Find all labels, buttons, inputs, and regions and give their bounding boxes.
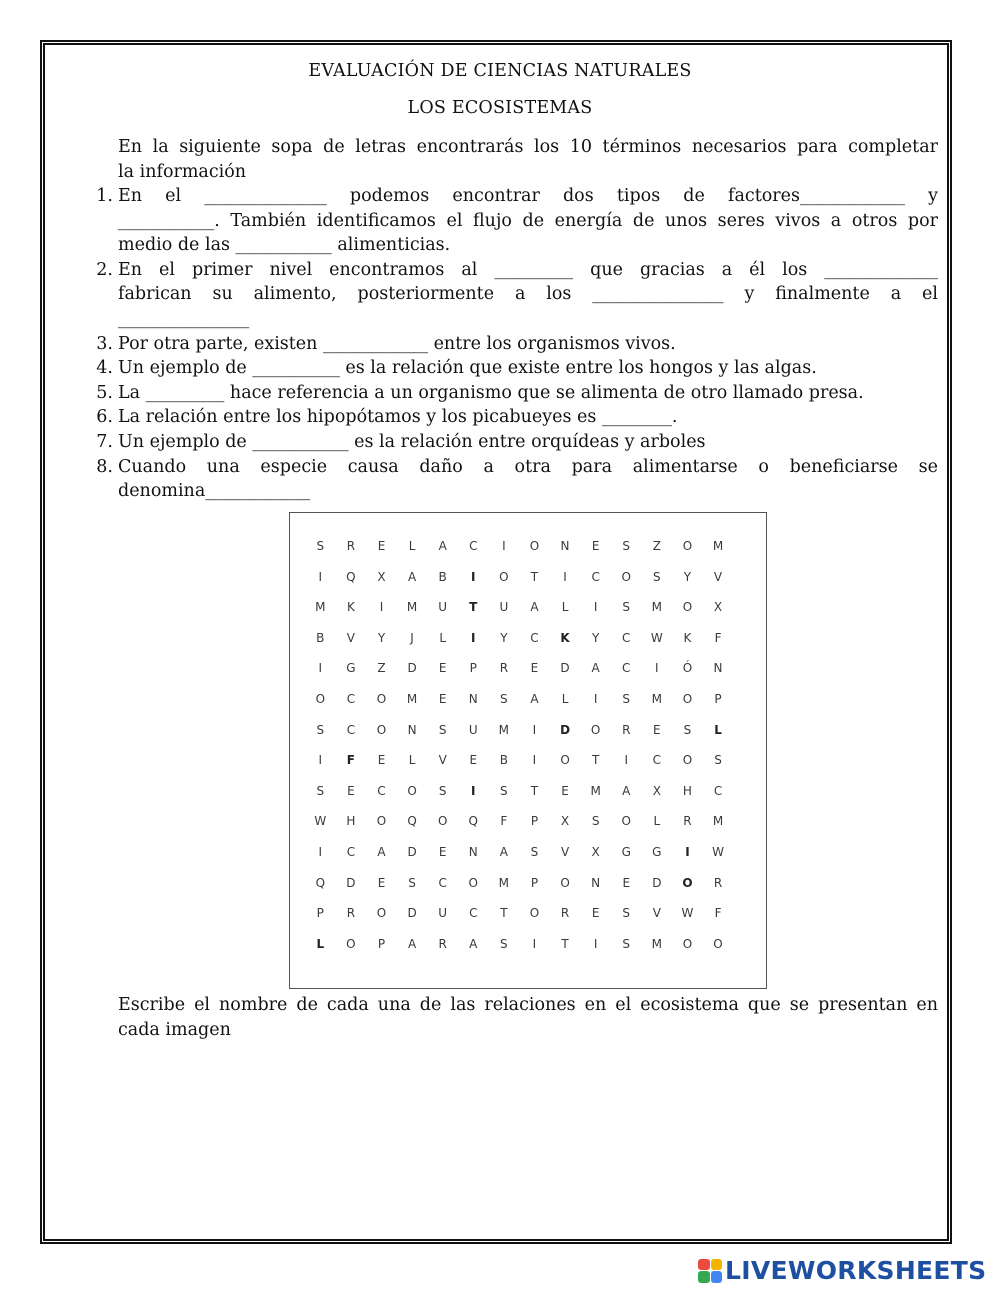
word-search-letter: J bbox=[410, 630, 414, 645]
word-search-letter: H bbox=[346, 814, 356, 829]
word-search-letter: M bbox=[651, 691, 662, 706]
word-search-letter: V bbox=[713, 569, 723, 584]
word-search-letter: C bbox=[377, 783, 386, 798]
question-text-line: En el ______________ podemos encontrar dos tipos de factores____________ y bbox=[118, 186, 938, 206]
word-search-letter: I bbox=[593, 936, 598, 951]
word-search-letter: N bbox=[468, 691, 478, 706]
word-search-letter: S bbox=[622, 691, 631, 706]
word-search-letter: I bbox=[502, 539, 506, 553]
word-search-letter: O bbox=[376, 814, 387, 829]
outro-paragraph bbox=[118, 993, 938, 1042]
word-search-letter: M bbox=[712, 539, 724, 553]
word-search-letter: L bbox=[316, 936, 325, 951]
word-search-letter: L bbox=[561, 691, 569, 706]
word-search-letter: C bbox=[346, 844, 356, 859]
word-search-letter: I bbox=[318, 753, 323, 768]
word-search-letter: G bbox=[621, 844, 631, 859]
word-search-letter: O bbox=[621, 814, 631, 829]
word-search-letter: C bbox=[469, 539, 478, 553]
word-search-letter: Y bbox=[377, 630, 386, 645]
word-search-letter: C bbox=[346, 691, 356, 706]
word-search-letter: M bbox=[315, 600, 326, 615]
word-search-letter: M bbox=[406, 691, 418, 706]
word-search-letter: I bbox=[379, 600, 384, 615]
word-search-letter: E bbox=[347, 783, 355, 798]
word-search-letter: D bbox=[407, 844, 417, 859]
question-text-line: denomina____________ bbox=[118, 481, 311, 502]
word-search-letter: P bbox=[530, 875, 539, 890]
page-subtitle: LOS ECOSISTEMAS bbox=[407, 98, 593, 118]
word-search-letter: K bbox=[560, 630, 570, 645]
logo-text: LIVEWORKSHEETS bbox=[725, 1256, 987, 1285]
word-search-row bbox=[305, 837, 733, 868]
word-search-letter: S bbox=[316, 722, 325, 737]
word-search-letter: M bbox=[498, 875, 510, 890]
word-search-letter: I bbox=[471, 630, 476, 645]
word-search-letter: K bbox=[346, 600, 355, 615]
word-search-letter: S bbox=[316, 783, 325, 798]
word-search-letter: Q bbox=[468, 814, 478, 829]
outro-line: cada imagen bbox=[118, 1019, 231, 1040]
word-search-letter: N bbox=[407, 722, 417, 737]
word-search-letter: A bbox=[469, 936, 478, 951]
logo-square bbox=[698, 1271, 710, 1283]
word-search-letter: M bbox=[406, 600, 418, 615]
question-number: 6. bbox=[96, 407, 113, 428]
word-search-letter: H bbox=[682, 783, 692, 798]
word-search-letter: X bbox=[560, 814, 570, 829]
word-search-letter: P bbox=[377, 936, 386, 951]
word-search-letter: S bbox=[438, 783, 447, 798]
word-search-letter: S bbox=[316, 539, 325, 553]
word-search-row bbox=[305, 868, 733, 899]
word-search-letter: O bbox=[346, 936, 356, 951]
word-search-letter: O bbox=[499, 569, 509, 584]
word-search-letter: B bbox=[438, 569, 447, 584]
word-search-letter: A bbox=[438, 539, 447, 553]
word-search-letter: Y bbox=[591, 630, 600, 645]
word-search-letter: I bbox=[318, 569, 323, 584]
question-text-line: La _________ hace referencia a un organismo que se alimenta de otro llamado presa. bbox=[118, 382, 864, 403]
word-search-letter: C bbox=[622, 630, 631, 645]
intro-paragraph bbox=[118, 135, 938, 184]
word-search-letter: D bbox=[560, 722, 571, 737]
word-search-letter: R bbox=[438, 936, 447, 951]
word-search-letter: B bbox=[316, 630, 325, 645]
word-search-letter: F bbox=[346, 753, 355, 768]
word-search-letter: T bbox=[530, 783, 539, 798]
word-search-letter: L bbox=[653, 814, 661, 829]
word-search-letter: D bbox=[652, 875, 662, 890]
word-search-letter: C bbox=[591, 569, 600, 584]
word-search-letter: S bbox=[530, 844, 539, 859]
word-search-row bbox=[305, 776, 733, 807]
word-search-letter: A bbox=[407, 936, 417, 951]
word-search-letter: R bbox=[622, 722, 631, 737]
word-search-letter: N bbox=[560, 539, 570, 553]
word-search-letter: A bbox=[530, 691, 539, 706]
word-search-letter: S bbox=[438, 722, 447, 737]
word-search-letter: X bbox=[591, 844, 600, 859]
question-number: 5. bbox=[96, 382, 113, 403]
word-search-letter: T bbox=[469, 600, 478, 615]
word-search-letter: C bbox=[346, 722, 356, 737]
question-text-line: En el primer nivel encontramos al _________ que gracias a él los _____________ bbox=[118, 259, 938, 280]
word-search-letter: A bbox=[622, 783, 631, 798]
word-search-letter: V bbox=[652, 906, 661, 921]
question-text-line: Un ejemplo de ___________ es la relación entre orquídeas y arboles bbox=[118, 431, 706, 452]
logo-square bbox=[698, 1259, 710, 1271]
word-search-letter: R bbox=[346, 539, 356, 553]
word-search-letter: R bbox=[499, 661, 509, 676]
word-search-letter: F bbox=[714, 630, 722, 645]
word-search-letter: E bbox=[622, 875, 631, 890]
word-search-letter: U bbox=[438, 600, 448, 615]
question-item bbox=[85, 381, 938, 406]
word-search-letter: Y bbox=[500, 630, 508, 645]
word-search-row bbox=[305, 929, 733, 960]
word-search-letter: M bbox=[498, 722, 510, 737]
word-search-letter: E bbox=[561, 783, 569, 798]
word-search-letter: O bbox=[315, 691, 326, 706]
word-search-letter: P bbox=[530, 814, 539, 829]
word-search-letter: Q bbox=[315, 875, 326, 890]
word-search-letter: T bbox=[591, 753, 600, 768]
question-text-line: ___________. También identificamos el flujo de energía de unos seres vivos a otros por bbox=[118, 210, 938, 231]
word-search-letter: S bbox=[683, 722, 692, 737]
word-search-letter: O bbox=[560, 753, 570, 768]
logo-square bbox=[711, 1259, 723, 1271]
word-search-letter: Z bbox=[652, 539, 661, 553]
word-search-letter: R bbox=[683, 814, 692, 829]
word-search-letter: P bbox=[714, 691, 722, 706]
word-search-letter: I bbox=[532, 722, 537, 737]
word-search-letter: I bbox=[685, 844, 690, 859]
word-search-letter: L bbox=[408, 753, 416, 768]
word-search-letter: F bbox=[714, 906, 722, 921]
word-search-letter: C bbox=[469, 906, 478, 921]
liveworksheets-logo-icon bbox=[698, 1259, 722, 1283]
word-search-letter: B bbox=[499, 753, 508, 768]
word-search-letter: O bbox=[529, 906, 540, 921]
word-search-letter: S bbox=[622, 936, 631, 951]
word-search-row bbox=[305, 745, 733, 776]
word-search-letter: E bbox=[377, 753, 386, 768]
question-number: 8. bbox=[96, 456, 113, 477]
word-search-letter: G bbox=[652, 844, 662, 859]
word-search-letter: Q bbox=[407, 814, 417, 829]
word-search-letter: O bbox=[560, 875, 570, 890]
word-search-letter: M bbox=[651, 600, 662, 615]
word-search-letter: I bbox=[655, 661, 659, 676]
question-text-line: Cuando una especie causa daño a otra para alimentarse o beneficiarse se bbox=[118, 456, 938, 477]
question-text-line: La relación entre los hipopótamos y los picabueyes es ________. bbox=[118, 407, 678, 428]
word-search-letter: O bbox=[529, 539, 540, 553]
word-search-letter: S bbox=[500, 936, 508, 951]
word-search-letter: O bbox=[713, 936, 723, 951]
word-search-letter: L bbox=[408, 539, 416, 553]
word-search-letter: W bbox=[681, 906, 694, 921]
question-item bbox=[85, 430, 938, 455]
question-text-line: Un ejemplo de __________ es la relación que existe entre los hongos y las algas. bbox=[118, 358, 817, 379]
word-search-letter: S bbox=[714, 753, 722, 768]
question-text-line: _______________ bbox=[118, 308, 250, 329]
word-search-letter: E bbox=[377, 539, 386, 553]
word-search-letter: N bbox=[468, 844, 478, 859]
question-item bbox=[85, 258, 938, 332]
word-search-letter: A bbox=[377, 844, 386, 859]
word-search-letter: O bbox=[376, 906, 387, 921]
word-search-letter: E bbox=[438, 661, 447, 676]
word-search-letter: N bbox=[591, 875, 601, 890]
word-search-letter: L bbox=[561, 600, 569, 615]
word-search-letter: C bbox=[530, 630, 539, 645]
word-search-letter: L bbox=[714, 722, 722, 737]
word-search-letter: I bbox=[318, 844, 323, 859]
word-search-row bbox=[305, 531, 733, 562]
question-item bbox=[85, 405, 938, 430]
word-search-letter: S bbox=[653, 569, 661, 584]
word-search-letter: C bbox=[438, 875, 447, 890]
outro-line: Escribe el nombre de cada una de las relaciones en el ecosistema que se presentan en bbox=[118, 995, 938, 1015]
word-search-letter: Ó bbox=[682, 661, 693, 676]
intro-line: En la siguiente sopa de letras encontrarás los 10 términos necesarios para completar bbox=[118, 137, 938, 157]
word-search-letter: S bbox=[622, 906, 631, 921]
word-search-letter: A bbox=[591, 661, 600, 676]
word-search-letter: S bbox=[591, 814, 600, 829]
word-search-letter: O bbox=[376, 691, 387, 706]
word-search-letter: A bbox=[530, 600, 539, 615]
word-search-row bbox=[305, 562, 733, 593]
question-number: 2. bbox=[96, 259, 113, 280]
word-search-letter: O bbox=[682, 600, 693, 615]
word-search-letter: Z bbox=[377, 661, 386, 676]
word-search-letter: E bbox=[591, 539, 600, 553]
word-search-letter: N bbox=[713, 661, 723, 676]
word-search-letter: I bbox=[318, 661, 323, 676]
liveworksheets-logo[interactable] bbox=[698, 1256, 986, 1285]
word-search-letter: S bbox=[408, 875, 416, 890]
question-item bbox=[85, 332, 938, 357]
question-item bbox=[85, 356, 938, 381]
word-search-letter: O bbox=[621, 569, 631, 584]
word-search-letter: M bbox=[590, 783, 601, 798]
page-title: EVALUACIÓN DE CIENCIAS NATURALES bbox=[308, 61, 692, 81]
word-search-letter: X bbox=[377, 569, 386, 584]
word-search-letter: I bbox=[471, 569, 476, 584]
word-search-letter: W bbox=[314, 814, 327, 829]
word-search-letter: S bbox=[500, 783, 508, 798]
word-search-row bbox=[305, 898, 733, 929]
word-search-letter: F bbox=[500, 814, 508, 829]
word-search-letter: E bbox=[377, 875, 386, 890]
word-search-letter: W bbox=[712, 844, 724, 859]
word-search-letter: Q bbox=[346, 569, 356, 584]
question-number: 4. bbox=[96, 358, 113, 379]
question-text-line: Por otra parte, existen ____________ entre los organismos vivos. bbox=[118, 333, 676, 354]
question-number: 1. bbox=[96, 186, 113, 206]
question-item bbox=[85, 455, 938, 504]
word-search-letter: I bbox=[593, 691, 598, 706]
word-search-letter: A bbox=[407, 569, 417, 584]
word-search-letter: R bbox=[346, 906, 356, 921]
word-search-letter: I bbox=[593, 600, 598, 615]
logo-square bbox=[711, 1271, 723, 1283]
word-search-letter: O bbox=[376, 722, 387, 737]
word-search-row bbox=[305, 623, 733, 654]
word-search-letter: O bbox=[682, 936, 693, 951]
word-search-letter: D bbox=[407, 661, 417, 676]
word-search-letter: M bbox=[712, 814, 724, 829]
word-search-letter: O bbox=[682, 539, 693, 553]
word-search-row bbox=[305, 684, 733, 715]
word-search-letter: E bbox=[530, 661, 539, 676]
intro-line: la información bbox=[118, 161, 247, 182]
word-search-letter: U bbox=[438, 906, 448, 921]
word-search-letter: S bbox=[622, 600, 631, 615]
word-search-letter: W bbox=[650, 630, 663, 645]
word-search-letter: R bbox=[713, 875, 723, 890]
word-search-letter: I bbox=[563, 569, 567, 584]
word-search-letter: T bbox=[561, 936, 569, 951]
question-number: 7. bbox=[96, 431, 113, 452]
word-search-letter: O bbox=[682, 691, 693, 706]
word-search-letter: O bbox=[468, 875, 478, 890]
word-search-letter: O bbox=[407, 783, 417, 798]
word-search-letter: C bbox=[652, 753, 662, 768]
word-search-row bbox=[305, 592, 733, 623]
word-search-letter: L bbox=[439, 630, 447, 645]
word-search-letter: Y bbox=[683, 569, 692, 584]
word-search-letter: S bbox=[500, 691, 508, 706]
word-search-letter: O bbox=[590, 722, 601, 737]
word-search-letter: C bbox=[622, 661, 631, 676]
word-search-letter: I bbox=[624, 753, 628, 768]
word-search-letter: T bbox=[530, 569, 539, 584]
word-search-letter: E bbox=[591, 906, 600, 921]
word-search-letter: I bbox=[532, 753, 537, 768]
word-search-letter: G bbox=[346, 661, 356, 676]
question-text-line: medio de las ___________ alimenticias. bbox=[118, 235, 451, 256]
word-search-letter: E bbox=[438, 691, 447, 706]
word-search-letter: D bbox=[346, 875, 356, 890]
question-number: 3. bbox=[96, 333, 113, 354]
word-search-letter: V bbox=[438, 753, 447, 768]
word-search-letter: U bbox=[499, 600, 509, 615]
word-search-letter: X bbox=[652, 783, 661, 798]
word-search-row bbox=[305, 806, 733, 837]
word-search-row bbox=[305, 653, 733, 684]
word-search-letter: P bbox=[316, 906, 324, 921]
word-search-letter: T bbox=[500, 906, 508, 921]
question-item bbox=[85, 184, 938, 258]
word-search-letter: C bbox=[713, 783, 723, 798]
word-search-letter: A bbox=[499, 844, 508, 859]
word-search-letter: I bbox=[532, 936, 537, 951]
word-search-letter: D bbox=[560, 661, 570, 676]
word-search-letter: M bbox=[651, 936, 662, 951]
word-search-letter: E bbox=[469, 753, 478, 768]
word-search-row bbox=[305, 715, 733, 746]
word-search-letter: U bbox=[468, 722, 478, 737]
word-search-letter: V bbox=[346, 630, 355, 645]
word-search-letter: O bbox=[682, 753, 693, 768]
word-search-letter: E bbox=[653, 722, 661, 737]
word-search-letter: R bbox=[560, 906, 570, 921]
word-search-letter: E bbox=[438, 844, 447, 859]
word-search-letter: X bbox=[713, 600, 723, 615]
word-search-letter: V bbox=[560, 844, 570, 859]
word-search-letter: P bbox=[469, 661, 477, 676]
word-search-letter: S bbox=[622, 539, 631, 553]
word-search-letter: D bbox=[407, 906, 417, 921]
question-text-line: fabrican su alimento, posteriormente a los _______________ y finalmente a el bbox=[118, 284, 938, 305]
word-search-letter: O bbox=[437, 814, 448, 829]
word-search-letter: I bbox=[471, 783, 476, 798]
word-search-letter: O bbox=[682, 875, 693, 890]
word-search-grid bbox=[305, 531, 733, 959]
question-list bbox=[85, 184, 938, 504]
word-search-letter: K bbox=[683, 630, 692, 645]
